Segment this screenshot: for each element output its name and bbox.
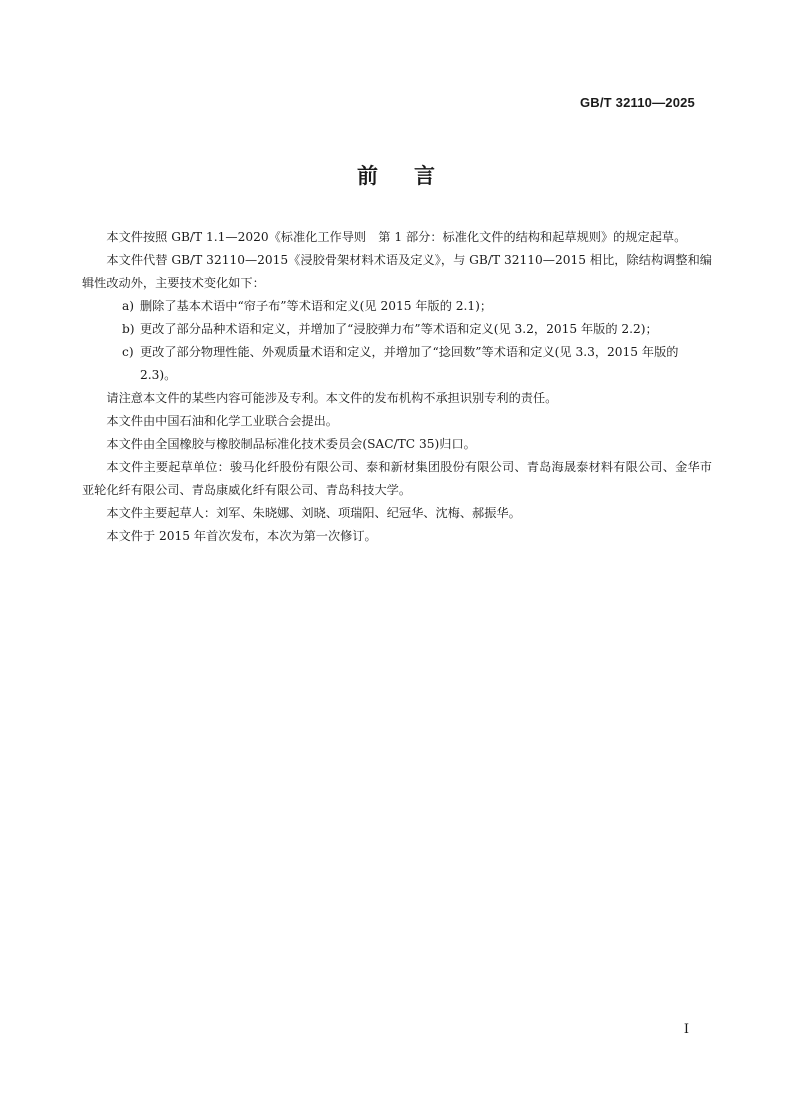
item-marker: a) (122, 299, 135, 313)
item-marker: c) (122, 345, 134, 359)
foreword-body (82, 226, 712, 548)
paragraph-proposed-by: 本文件由中国石油和化学工业联合会提出。 (106, 414, 338, 428)
item-text: 更改了部分物理性能、外观质量术语和定义，并增加了“捻回数”等术语和定义(见 3.3，2015 年版的 2.3)。 (140, 345, 679, 382)
paragraph-drafting-organizations: 本文件主要起草单位：骏马化纤股份有限公司、泰和新材集团股份有限公司、青岛海晟泰材料有限公司、金华市亚轮化纤有限公司、青岛康威化纤有限公司、青岛科技大学。 (82, 460, 712, 497)
change-item-a (82, 295, 712, 318)
item-marker: b) (122, 322, 135, 336)
paragraph-replacement: 本文件代替 GB/T 32110—2015《浸胶骨架材料术语及定义》，与 GB/T 32110—2015 相比，除结构调整和编辑性改动外，主要技术变化如下： (82, 253, 712, 290)
item-text: 更改了部分品种术语和定义，并增加了“浸胶弹力布”等术语和定义(见 3.2，2015 年版的 2.2)； (140, 322, 658, 336)
change-item-c (82, 341, 712, 387)
page-title: 前言 (357, 164, 471, 188)
paragraph-publication-history: 本文件于 2015 年首次发布，本次为第一次修订。 (106, 529, 377, 543)
page-number: I (683, 1022, 689, 1037)
paragraph-patent-notice: 请注意本文件的某些内容可能涉及专利。本文件的发布机构不承担识别专利的责任。 (106, 391, 558, 405)
item-text: 删除了基本术语中“帘子布”等术语和定义(见 2015 年版的 2.1)； (140, 299, 493, 313)
paragraph-drafters: 本文件主要起草人：刘军、朱晓娜、刘晓、项瑞阳、纪冠华、沈梅、郝振华。 (106, 506, 521, 520)
standard-code: GB/T 32110—2025 (579, 95, 695, 110)
change-item-b (82, 318, 712, 341)
paragraph-under-jurisdiction: 本文件由全国橡胶与橡胶制品标准化技术委员会(SAC/TC 35)归口。 (106, 437, 476, 451)
paragraph-drafting-rules: 本文件按照 GB/T 1.1—2020《标准化工作导则 第 1 部分：标准化文件的结构和起草规则》的规定起草。 (106, 230, 687, 244)
